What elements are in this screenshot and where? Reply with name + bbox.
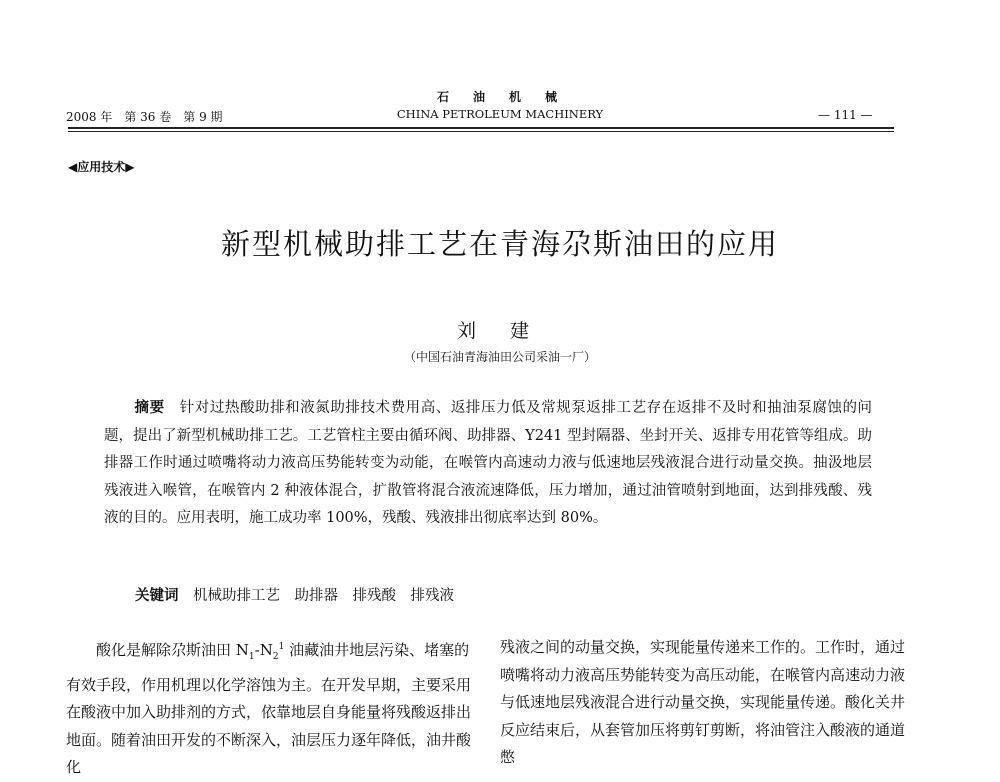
- author: 刘 建: [456, 320, 544, 342]
- body-paragraph: 酸化是解除尕斯油田 $N_1-N_2^1$ 油藏油井地层污染、堵塞的有效手段，作用机理以化学溶蚀为主。在开发早期，主要采用在酸液中加入助排剂的方式，依靠地层自身能量将残酸返排出地面。随着油田开发的不断深入，油层压力逐年降低，油井酸化: [66, 641, 472, 776]
- affiliation: （中国石油青海油田公司采油一厂）: [403, 350, 596, 364]
- keywords-list: 机械助排工艺 助排器 排残酸 排残液: [193, 588, 454, 604]
- keywords-label: 关键词: [135, 587, 179, 604]
- article-title: 新型机械助排工艺在青海尕斯油田的应用: [220, 227, 779, 261]
- issue-info: 2008 年 第 36 卷 第 9 期: [66, 110, 223, 124]
- body-paragraph: 残液之间的动量交换，实现能量传递来工作的。工作时，通过喷嘴将动力液高压势能转变为高压动能，在喉管内高速动力液与低速地层残液混合进行动量交换，实现能量传递。酸化关井反应结束后，从套管加压将剪钉剪断，将油管注入酸液的通道憋: [500, 638, 906, 766]
- journal-title-cn: 石 油 机 械: [436, 90, 563, 104]
- header-rule-thick: [68, 127, 894, 129]
- page-number: — 111 —: [818, 108, 873, 122]
- section-tag: ◀应用技术▶: [68, 160, 135, 174]
- abstract-text: 针对过热酸助排和液氮助排技术费用高、返排压力低及常规泵返排工艺存在返排不及时和抽油泵腐蚀的问题，提出了新型机械助排工艺。工艺管柱主要由循环阀、助排器、Y241 型封隔器、坐封开关、返排专用花管等组成。助排器工作时通过喷嘴将动力液高压势能转变为动能，在喉管内高速动力液与低速地层残液混合进行动量交换。抽汲地层残液进入喉管，在喉管内 2 种液体混合，扩散管将混合液流速降低，压力增加，通过油管喷射到地面，达到排残酸、残液的目的。应用表明，施工成功率 100%，残酸、残液排出彻底率达到 80%。: [104, 400, 873, 526]
- body-column-left: [66, 634, 476, 782]
- body-column-right: [500, 634, 910, 772]
- abstract: [104, 394, 872, 533]
- header-rule-thin: [68, 131, 894, 132]
- abstract-label: 摘要: [134, 399, 165, 416]
- journal-title-en: CHINA PETROLEUM MACHINERY: [396, 107, 604, 121]
- keywords: [135, 584, 454, 605]
